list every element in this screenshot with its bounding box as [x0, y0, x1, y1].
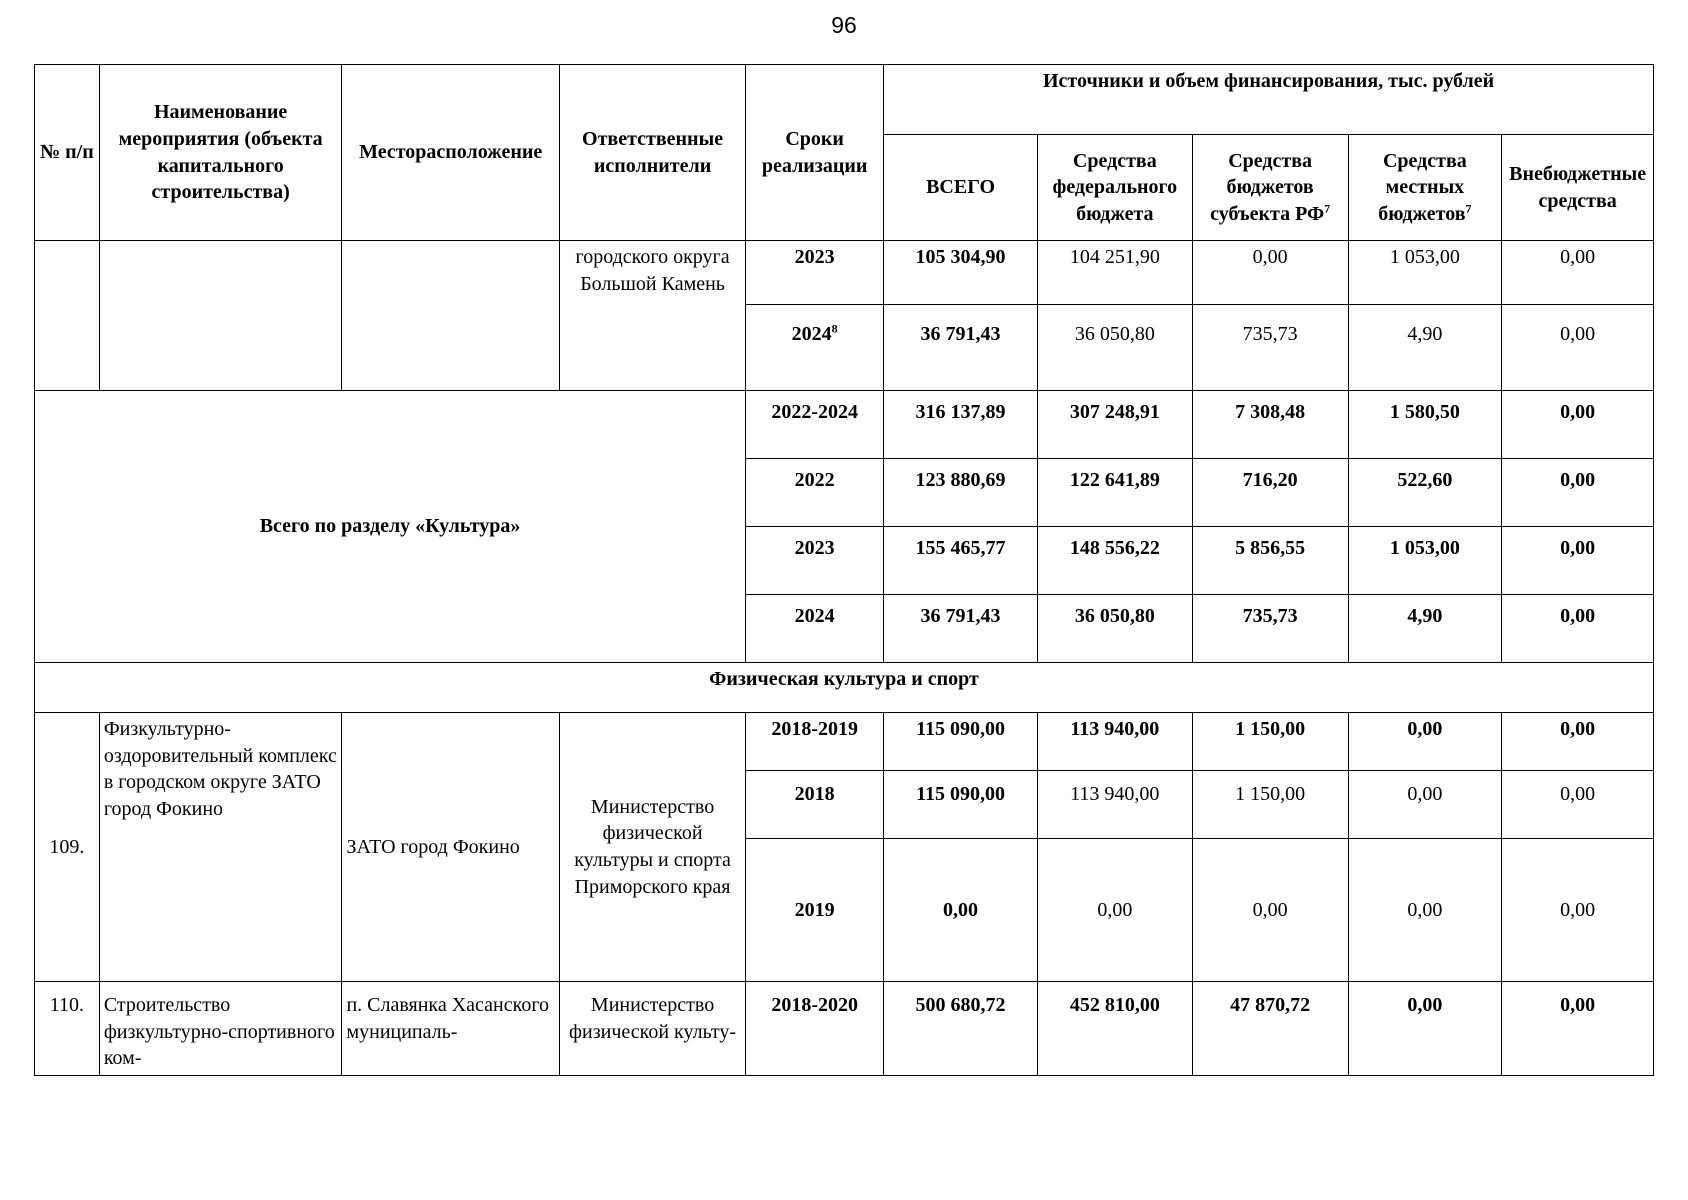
offbudget-cell: 0,00: [1502, 713, 1654, 771]
year-cell: [746, 305, 884, 391]
header-location: Месторасположение: [342, 65, 560, 241]
header-name: Наименование мероприятия (объекта капитального строительства): [99, 65, 342, 241]
header-sources: Источники и объем финансирования, тыс. рублей: [884, 65, 1654, 135]
offbudget-cell: 0,00: [1502, 459, 1654, 527]
section-row: [35, 663, 1654, 713]
total-cell: 115 090,00: [884, 771, 1038, 839]
offbudget-cell: 0,00: [1502, 305, 1654, 391]
cont-executor: городского округа Большой Камень: [559, 241, 745, 391]
header-local-note: 7: [1465, 201, 1472, 216]
year-text: 2024: [791, 323, 832, 345]
total-cell: 123 880,69: [884, 459, 1038, 527]
cont-location-cell: [342, 241, 560, 391]
regional-cell: 7 308,48: [1192, 391, 1348, 459]
header-total: ВСЕГО: [884, 135, 1038, 241]
year-text: 2023: [794, 246, 835, 268]
year-note: 8: [831, 321, 838, 336]
regional-cell: 716,20: [1192, 459, 1348, 527]
local-cell: 1 053,00: [1348, 527, 1502, 595]
regional-cell: 5 856,55: [1192, 527, 1348, 595]
local-cell: 1 580,50: [1348, 391, 1502, 459]
regional-cell: 0,00: [1192, 241, 1348, 305]
year-cell: 2024: [746, 595, 884, 663]
table-row: [35, 713, 1654, 771]
local-cell: 0,00: [1348, 771, 1502, 839]
item-location: п. Славянка Хасанского муниципаль-: [342, 982, 560, 1076]
item-executor: Министерство физической культуры и спорта Приморского края: [559, 713, 745, 982]
total-cell: 155 465,77: [884, 527, 1038, 595]
offbudget-cell: 0,00: [1502, 527, 1654, 595]
item-number: 110.: [35, 982, 100, 1076]
header-num: № п/п: [35, 65, 100, 241]
total-cell: 115 090,00: [884, 713, 1038, 771]
total-cell: 36 791,43: [884, 305, 1038, 391]
regional-cell: 1 150,00: [1192, 771, 1348, 839]
header-row-1: [35, 65, 1654, 135]
year-cell: [746, 241, 884, 305]
regional-cell: 47 870,72: [1192, 982, 1348, 1076]
table-row: [35, 241, 1654, 305]
total-cell: 316 137,89: [884, 391, 1038, 459]
year-cell: 2018-2019: [746, 713, 884, 771]
total-cell: 36 791,43: [884, 595, 1038, 663]
federal-cell: 452 810,00: [1037, 982, 1192, 1076]
cont-name-cell: [99, 241, 342, 391]
table-row: [35, 391, 1654, 459]
year-cell: 2022: [746, 459, 884, 527]
regional-cell: 735,73: [1192, 595, 1348, 663]
offbudget-cell: 0,00: [1502, 982, 1654, 1076]
federal-cell: 113 940,00: [1037, 771, 1192, 839]
local-cell: 1 053,00: [1348, 241, 1502, 305]
regional-cell: 0,00: [1192, 839, 1348, 982]
local-cell: 0,00: [1348, 713, 1502, 771]
regional-cell: 735,73: [1192, 305, 1348, 391]
total-cell: 105 304,90: [884, 241, 1038, 305]
header-regional-note: 7: [1324, 201, 1331, 216]
table-row: [35, 982, 1654, 1076]
header-local: [1348, 135, 1502, 241]
federal-cell: 113 940,00: [1037, 713, 1192, 771]
item-number: 109.: [35, 713, 100, 982]
item-executor: Министерство физической культу-: [559, 982, 745, 1076]
year-cell: 2019: [746, 839, 884, 982]
header-regional-text: Средства бюджетов субъекта РФ: [1210, 149, 1325, 225]
year-cell: 2022-2024: [746, 391, 884, 459]
header-federal: Средства федерального бюджета: [1037, 135, 1192, 241]
header-regional: [1192, 135, 1348, 241]
federal-cell: 0,00: [1037, 839, 1192, 982]
offbudget-cell: 0,00: [1502, 595, 1654, 663]
item-location: ЗАТО город Фокино: [342, 713, 560, 982]
local-cell: 4,90: [1348, 595, 1502, 663]
federal-cell: 104 251,90: [1037, 241, 1192, 305]
federal-cell: 36 050,80: [1037, 305, 1192, 391]
local-cell: 4,90: [1348, 305, 1502, 391]
local-cell: 522,60: [1348, 459, 1502, 527]
cont-num-cell: [35, 241, 100, 391]
section-title: Физическая культура и спорт: [35, 663, 1654, 713]
local-cell: 0,00: [1348, 982, 1502, 1076]
offbudget-cell: 0,00: [1502, 771, 1654, 839]
year-cell: 2023: [746, 527, 884, 595]
offbudget-cell: 0,00: [1502, 241, 1654, 305]
offbudget-cell: 0,00: [1502, 391, 1654, 459]
federal-cell: 36 050,80: [1037, 595, 1192, 663]
header-local-text: Средства местных бюджетов: [1378, 149, 1467, 225]
federal-cell: 148 556,22: [1037, 527, 1192, 595]
item-name: Строительство физкультурно-спортивного ком-: [99, 982, 342, 1076]
page-number: 96: [831, 12, 857, 38]
financing-table: [34, 64, 1654, 1076]
year-cell: 2018-2020: [746, 982, 884, 1076]
year-cell: 2018: [746, 771, 884, 839]
header-executors: Ответственные исполнители: [559, 65, 745, 241]
total-cell: 0,00: [884, 839, 1038, 982]
offbudget-cell: 0,00: [1502, 839, 1654, 982]
federal-cell: 307 248,91: [1037, 391, 1192, 459]
header-offbudget: Внебюджетные средства: [1502, 135, 1654, 241]
local-cell: 0,00: [1348, 839, 1502, 982]
regional-cell: 1 150,00: [1192, 713, 1348, 771]
item-name: Физкультурно-оздоровительный комплекс в городском округе ЗАТО город Фокино: [99, 713, 342, 982]
total-cell: 500 680,72: [884, 982, 1038, 1076]
header-period: Сроки реализации: [746, 65, 884, 241]
federal-cell: 122 641,89: [1037, 459, 1192, 527]
culture-total-label: Всего по разделу «Культура»: [35, 391, 746, 663]
